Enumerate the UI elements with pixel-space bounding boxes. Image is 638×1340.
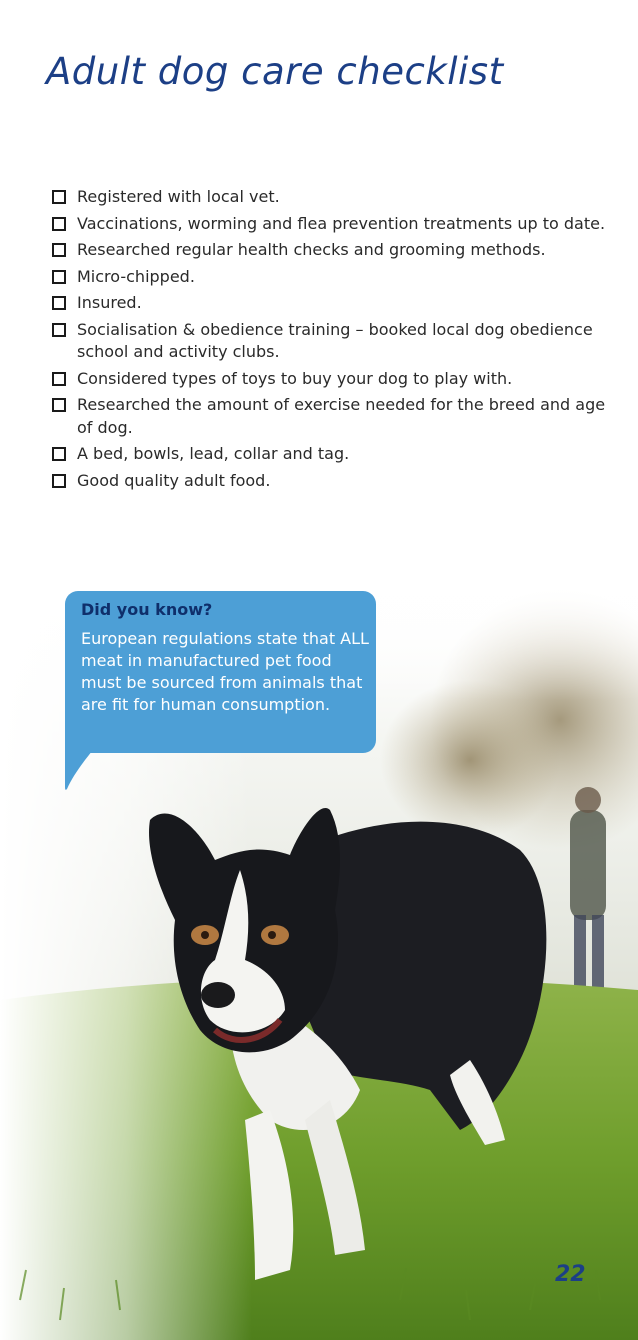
checkbox-icon: [52, 270, 66, 284]
checkbox-icon: [52, 398, 66, 412]
callout-heading: Did you know?: [81, 600, 213, 619]
did-you-know-callout: [65, 591, 376, 753]
checklist-item: [52, 292, 612, 315]
checklist-item-label: Considered types of toys to buy your dog to play with.: [77, 368, 513, 388]
checklist-item-label: Socialisation & obedience training – booked local dog obedience school and activity clubs.: [77, 319, 593, 361]
checkbox-icon: [52, 447, 66, 461]
checkbox-icon: [52, 474, 66, 488]
checklist-item: [52, 319, 612, 364]
checkbox-icon: [52, 217, 66, 231]
checkbox-icon: [52, 243, 66, 257]
care-checklist: [52, 186, 612, 496]
checkbox-icon: [52, 296, 66, 310]
checklist-item: [52, 368, 612, 391]
page-number: 22: [555, 1262, 586, 1287]
checklist-item-label: Micro-chipped.: [77, 266, 195, 286]
checklist-item: [52, 213, 612, 236]
checklist-item-label: Registered with local vet.: [77, 187, 280, 206]
speech-bubble-tail-icon: [65, 735, 105, 791]
checklist-item-label: Insured.: [77, 293, 142, 312]
checklist-item: [52, 266, 612, 289]
checklist-item-label: Researched regular health checks and grooming methods.: [77, 240, 546, 259]
page-title: Adult dog care checklist: [46, 50, 504, 93]
checklist-item: [52, 186, 612, 209]
checklist-item: [52, 443, 612, 466]
checklist-item-label: Researched the amount of exercise needed for the breed and age of dog.: [77, 395, 606, 437]
checkbox-icon: [52, 323, 66, 337]
callout-body: European regulations state that ALL meat in manufactured pet food must be sourced from animals that are fit for human consumption.: [81, 629, 369, 714]
checkbox-icon: [52, 372, 66, 386]
checklist-item-label: A bed, bowls, lead, collar and tag.: [77, 444, 350, 463]
checklist-item: [52, 239, 612, 262]
checklist-item: [52, 394, 612, 439]
checklist-item-label: Good quality adult food.: [77, 470, 271, 490]
checklist-item-label: Vaccinations, worming and flea prevention treatments up to date.: [77, 213, 606, 233]
checkbox-icon: [52, 190, 66, 204]
checklist-item: [52, 470, 612, 493]
